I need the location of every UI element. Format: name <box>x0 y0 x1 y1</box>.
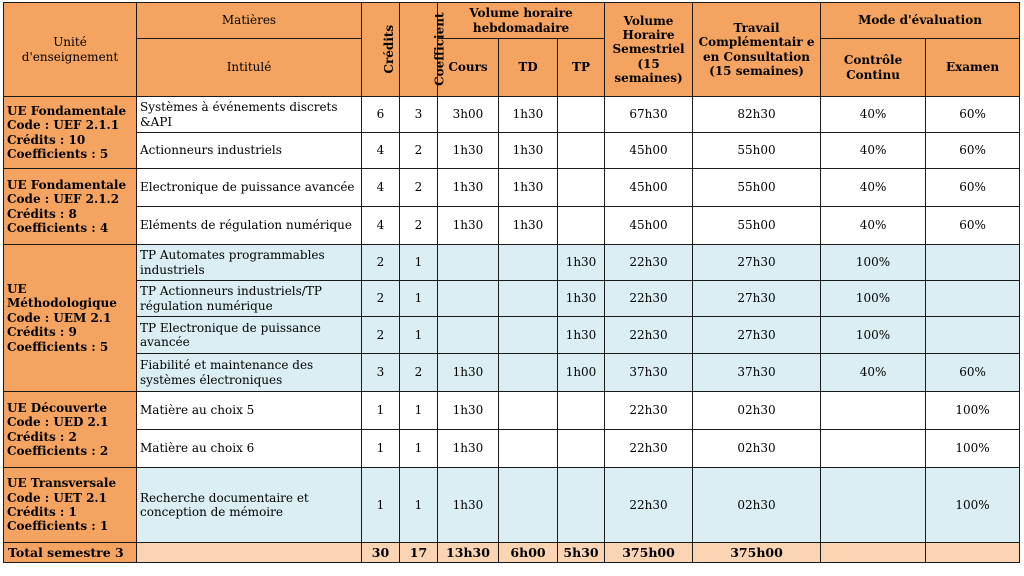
row-tp <box>558 468 605 543</box>
row-td <box>499 245 558 281</box>
row-coef: 1 <box>400 468 438 543</box>
row-travail: 55h00 <box>693 133 821 169</box>
unit-code: Code : UEF 2.1.1 <box>7 118 120 133</box>
total-coef: 17 <box>400 543 438 563</box>
row-tp: 1h30 <box>558 281 605 317</box>
unit-cell-uef-212 <box>4 169 137 245</box>
row-cours <box>438 245 499 281</box>
total-tp: 5h30 <box>558 543 605 563</box>
unit-code: Code : UED 2.1 <box>7 415 109 430</box>
table-row <box>4 354 1020 392</box>
row-cours: 1h30 <box>438 468 499 543</box>
row-cours: 1h30 <box>438 354 499 392</box>
row-td: 1h30 <box>499 169 558 207</box>
unit-coef: Coefficients : 5 <box>7 146 109 161</box>
row-intitule: TP Automates programmables industriels <box>137 245 362 281</box>
row-td <box>499 430 558 468</box>
row-intitule: Recherche documentaire et conception de mémoire <box>137 468 362 543</box>
row-vhs: 22h30 <box>605 468 693 543</box>
row-cours: 1h30 <box>438 392 499 430</box>
header-unite: Unité d'enseignement <box>4 3 137 97</box>
row-exam: 60% <box>926 169 1020 207</box>
header-examen: Examen <box>926 39 1020 97</box>
unit-credits: Crédits : 9 <box>7 325 77 340</box>
row-coef: 3 <box>400 97 438 133</box>
header-tp: TP <box>558 39 605 97</box>
unit-coef: Coefficients : 4 <box>7 220 109 235</box>
table-row <box>4 169 1020 207</box>
row-intitule: Fiabilité et maintenance des systèmes électroniques <box>137 354 362 392</box>
unit-cell-uet-21 <box>4 468 137 543</box>
row-credits: 3 <box>362 354 400 392</box>
row-intitule: Systèmes à événements discrets &API <box>137 97 362 133</box>
row-tp <box>558 169 605 207</box>
row-travail: 02h30 <box>693 392 821 430</box>
row-intitule: Eléments de régulation numérique <box>137 207 362 245</box>
row-exam: 60% <box>926 207 1020 245</box>
total-cours: 13h30 <box>438 543 499 563</box>
row-td <box>499 392 558 430</box>
row-travail: 55h00 <box>693 169 821 207</box>
row-td <box>499 468 558 543</box>
header-row-1 <box>4 3 1020 39</box>
table-row <box>4 392 1020 430</box>
row-vhs: 22h30 <box>605 281 693 317</box>
row-cc: 40% <box>821 169 926 207</box>
row-cc: 40% <box>821 207 926 245</box>
row-vhs: 22h30 <box>605 392 693 430</box>
row-intitule: Electronique de puissance avancée <box>137 169 362 207</box>
unit-credits: Crédits : 1 <box>7 505 77 519</box>
row-travail: 82h30 <box>693 97 821 133</box>
header-matieres: Matières <box>137 3 362 39</box>
row-cours: 3h00 <box>438 97 499 133</box>
unit-coef: Coefficients : 5 <box>7 339 109 354</box>
table-row <box>4 133 1020 169</box>
row-cours <box>438 317 499 354</box>
row-coef: 2 <box>400 169 438 207</box>
row-credits: 2 <box>362 317 400 354</box>
unit-code: Code : UEF 2.1.2 <box>7 192 120 207</box>
unit-code: Code : UEM 2.1 <box>7 310 112 325</box>
row-credits: 4 <box>362 207 400 245</box>
row-cours: 1h30 <box>438 133 499 169</box>
row-coef: 2 <box>400 354 438 392</box>
row-td: 1h30 <box>499 207 558 245</box>
unit-cell-uef-211 <box>4 97 137 169</box>
header-cours: Cours <box>438 39 499 97</box>
total-credits: 30 <box>362 543 400 563</box>
header-intitule: Intitulé <box>137 39 362 97</box>
row-cc: 40% <box>821 97 926 133</box>
row-exam: 100% <box>926 468 1020 543</box>
row-vhs: 45h00 <box>605 207 693 245</box>
total-label: Total semestre 3 <box>4 543 137 563</box>
row-cours: 1h30 <box>438 169 499 207</box>
unit-coef: Coefficients : 1 <box>7 519 109 534</box>
header-td: TD <box>499 39 558 97</box>
row-coef: 2 <box>400 133 438 169</box>
row-coef: 2 <box>400 207 438 245</box>
unit-name: UE Transversale <box>7 476 117 491</box>
total-empty <box>137 543 362 563</box>
unit-name: UE Fondamentale <box>7 177 127 192</box>
row-credits: 4 <box>362 133 400 169</box>
header-controle-continu: Contrôle Continu <box>821 39 926 97</box>
header-credits <box>362 3 400 97</box>
header-travail: Travail Complémentair e en Consultation (15 semaines) <box>693 3 821 97</box>
table-row <box>4 468 1020 543</box>
row-travail: 27h30 <box>693 317 821 354</box>
row-exam: 100% <box>926 392 1020 430</box>
row-vhs: 67h30 <box>605 97 693 133</box>
unit-cell-ued-21 <box>4 392 137 468</box>
row-cc: 100% <box>821 317 926 354</box>
total-vhs: 375h00 <box>605 543 693 563</box>
row-travail: 27h30 <box>693 245 821 281</box>
row-intitule: TP Actionneurs industriels/TP régulation numérique <box>137 281 362 317</box>
row-coef: 1 <box>400 392 438 430</box>
row-travail: 02h30 <box>693 430 821 468</box>
row-cc: 40% <box>821 354 926 392</box>
row-tp <box>558 430 605 468</box>
row-vhs: 37h30 <box>605 354 693 392</box>
row-vhs: 22h30 <box>605 245 693 281</box>
row-travail: 55h00 <box>693 207 821 245</box>
total-td: 6h00 <box>499 543 558 563</box>
table-row <box>4 245 1020 281</box>
total-row <box>4 543 1020 563</box>
row-exam <box>926 317 1020 354</box>
row-coef: 1 <box>400 281 438 317</box>
row-coef: 1 <box>400 430 438 468</box>
table-row <box>4 97 1020 133</box>
unit-name: UE Fondamentale <box>7 103 127 118</box>
row-td <box>499 317 558 354</box>
table-row <box>4 207 1020 245</box>
row-credits: 1 <box>362 392 400 430</box>
row-cours: 1h30 <box>438 207 499 245</box>
unit-credits: Crédits : 2 <box>7 429 77 444</box>
row-tp <box>558 97 605 133</box>
unit-code: Code : UET 2.1 <box>7 490 107 505</box>
row-credits: 6 <box>362 97 400 133</box>
table-row <box>4 430 1020 468</box>
row-td: 1h30 <box>499 97 558 133</box>
row-exam <box>926 281 1020 317</box>
row-cc: 100% <box>821 245 926 281</box>
row-credits: 4 <box>362 169 400 207</box>
total-exam-empty <box>926 543 1020 563</box>
header-coefficient-label: Coefficient <box>432 12 447 87</box>
semester-table <box>3 2 1020 563</box>
header-credits-label: Crédits <box>382 25 397 74</box>
header-coefficient <box>400 3 447 97</box>
unit-credits: Crédits : 10 <box>7 132 86 147</box>
unit-cell-uem-21 <box>4 245 137 392</box>
table-row <box>4 317 1020 354</box>
row-credits: 1 <box>362 430 400 468</box>
row-credits: 2 <box>362 245 400 281</box>
row-tp: 1h30 <box>558 245 605 281</box>
header-row-2 <box>4 39 1020 97</box>
row-cours <box>438 281 499 317</box>
row-tp: 1h00 <box>558 354 605 392</box>
row-travail: 37h30 <box>693 354 821 392</box>
row-cc <box>821 392 926 430</box>
row-exam: 100% <box>926 430 1020 468</box>
row-cours: 1h30 <box>438 430 499 468</box>
row-credits: 1 <box>362 468 400 543</box>
row-travail: 02h30 <box>693 468 821 543</box>
row-cc: 100% <box>821 281 926 317</box>
row-vhs: 45h00 <box>605 133 693 169</box>
row-travail: 27h30 <box>693 281 821 317</box>
row-cc <box>821 468 926 543</box>
row-exam: 60% <box>926 354 1020 392</box>
unit-name: UE Méthodologique <box>7 282 117 311</box>
row-intitule: Matière au choix 5 <box>137 392 362 430</box>
row-intitule: TP Electronique de puissance avancée <box>137 317 362 354</box>
row-exam <box>926 245 1020 281</box>
row-credits: 2 <box>362 281 400 317</box>
row-vhs: 22h30 <box>605 430 693 468</box>
unit-credits: Crédits : 8 <box>7 206 77 221</box>
total-travail: 375h00 <box>693 543 821 563</box>
row-td <box>499 281 558 317</box>
table-row <box>4 281 1020 317</box>
row-tp: 1h30 <box>558 317 605 354</box>
header-volume-hebdo: Volume horaire hebdomadaire <box>438 3 605 39</box>
row-tp <box>558 392 605 430</box>
header-mode-evaluation: Mode d'évaluation <box>821 3 1020 39</box>
row-td <box>499 354 558 392</box>
row-cc <box>821 430 926 468</box>
row-coef: 1 <box>400 245 438 281</box>
row-td: 1h30 <box>499 133 558 169</box>
total-cc-empty <box>821 543 926 563</box>
row-coef: 1 <box>400 317 438 354</box>
row-tp <box>558 133 605 169</box>
header-volume-semestriel: Volume Horaire Semestriel (15 semaines) <box>605 3 693 97</box>
row-tp <box>558 207 605 245</box>
row-intitule: Matière au choix 6 <box>137 430 362 468</box>
unit-name: UE Découverte <box>7 400 107 415</box>
row-vhs: 22h30 <box>605 317 693 354</box>
row-exam: 60% <box>926 133 1020 169</box>
row-vhs: 45h00 <box>605 169 693 207</box>
row-exam: 60% <box>926 97 1020 133</box>
row-cc: 40% <box>821 133 926 169</box>
unit-coef: Coefficients : 2 <box>7 443 109 458</box>
row-intitule: Actionneurs industriels <box>137 133 362 169</box>
